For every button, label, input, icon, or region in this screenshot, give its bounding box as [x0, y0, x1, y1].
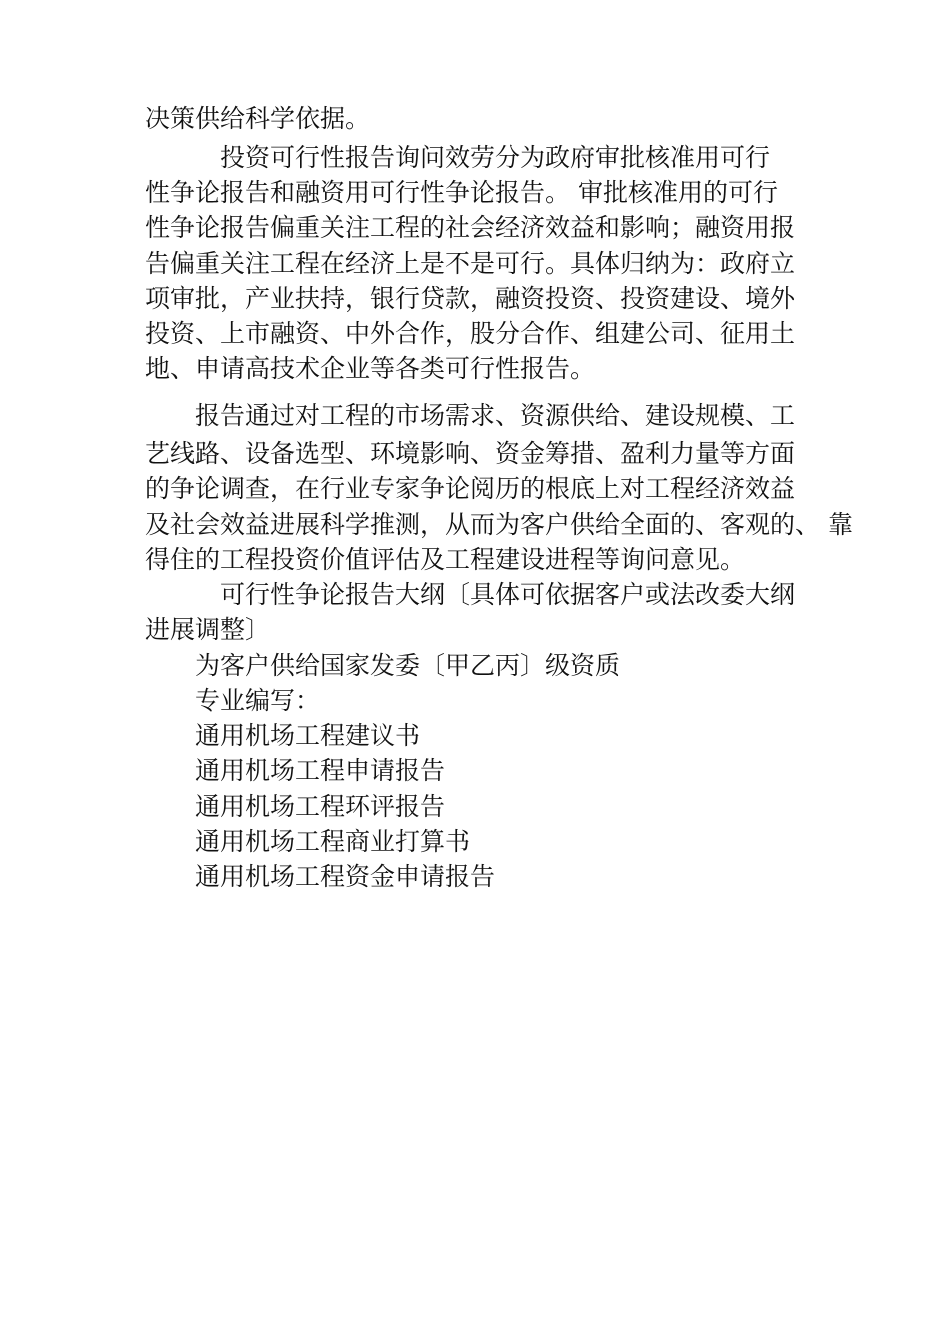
text-line: 可行性争论报告大纲〔具体可依据客户或法改委大纲	[220, 580, 796, 609]
text-line: 性争论报告偏重关注工程的社会经济效益和影响；融资用报	[145, 213, 796, 242]
text-line: 决策供给科学依据。	[145, 104, 371, 133]
text-line: 投资可行性报告询问效劳分为政府审批核准用可行	[220, 143, 771, 172]
text-line: 专业编写：	[195, 686, 321, 715]
list-item: 通用机场工程商业打算书	[195, 827, 471, 856]
text-line: 得住的工程投资价值评估及工程建设进程等询问意见。	[145, 545, 746, 574]
text-line: 投资、上市融资、中外合作，股分合作、组建公司、征用土	[145, 319, 796, 348]
text-line: 地、申请高技术企业等各类可行性报告。	[145, 354, 596, 383]
text-line: 艺线路、设备选型、环境影响、资金筹措、盈利力量等方面	[145, 439, 796, 468]
text-line: 及社会效益进展科学推测，从而为客户供给全面的、客观的、 靠	[145, 510, 853, 539]
list-item: 通用机场工程环评报告	[195, 792, 446, 821]
text-line: 的争论调查，在行业专家争论阅历的根底上对工程经济效益	[145, 474, 796, 503]
list-item: 通用机场工程申请报告	[195, 756, 446, 785]
list-item: 通用机场工程建议书	[195, 721, 421, 750]
list-item: 通用机场工程资金申请报告	[195, 862, 496, 891]
text-line: 进展调整〕	[145, 615, 271, 644]
text-line: 性争论报告和融资用可行性争论报告。 审批核准用的可行	[145, 178, 778, 207]
text-line: 告偏重关注工程在经济上是不是可行。具体归纳为：政府立	[145, 249, 796, 278]
text-line: 报告通过对工程的市场需求、资源供给、建设规模、工	[195, 401, 796, 430]
text-line: 项审批，产业扶持，银行贷款，融资投资、投资建设、境外	[145, 284, 796, 313]
text-line: 为客户供给国家发委〔甲乙丙〕级资质	[195, 651, 621, 680]
